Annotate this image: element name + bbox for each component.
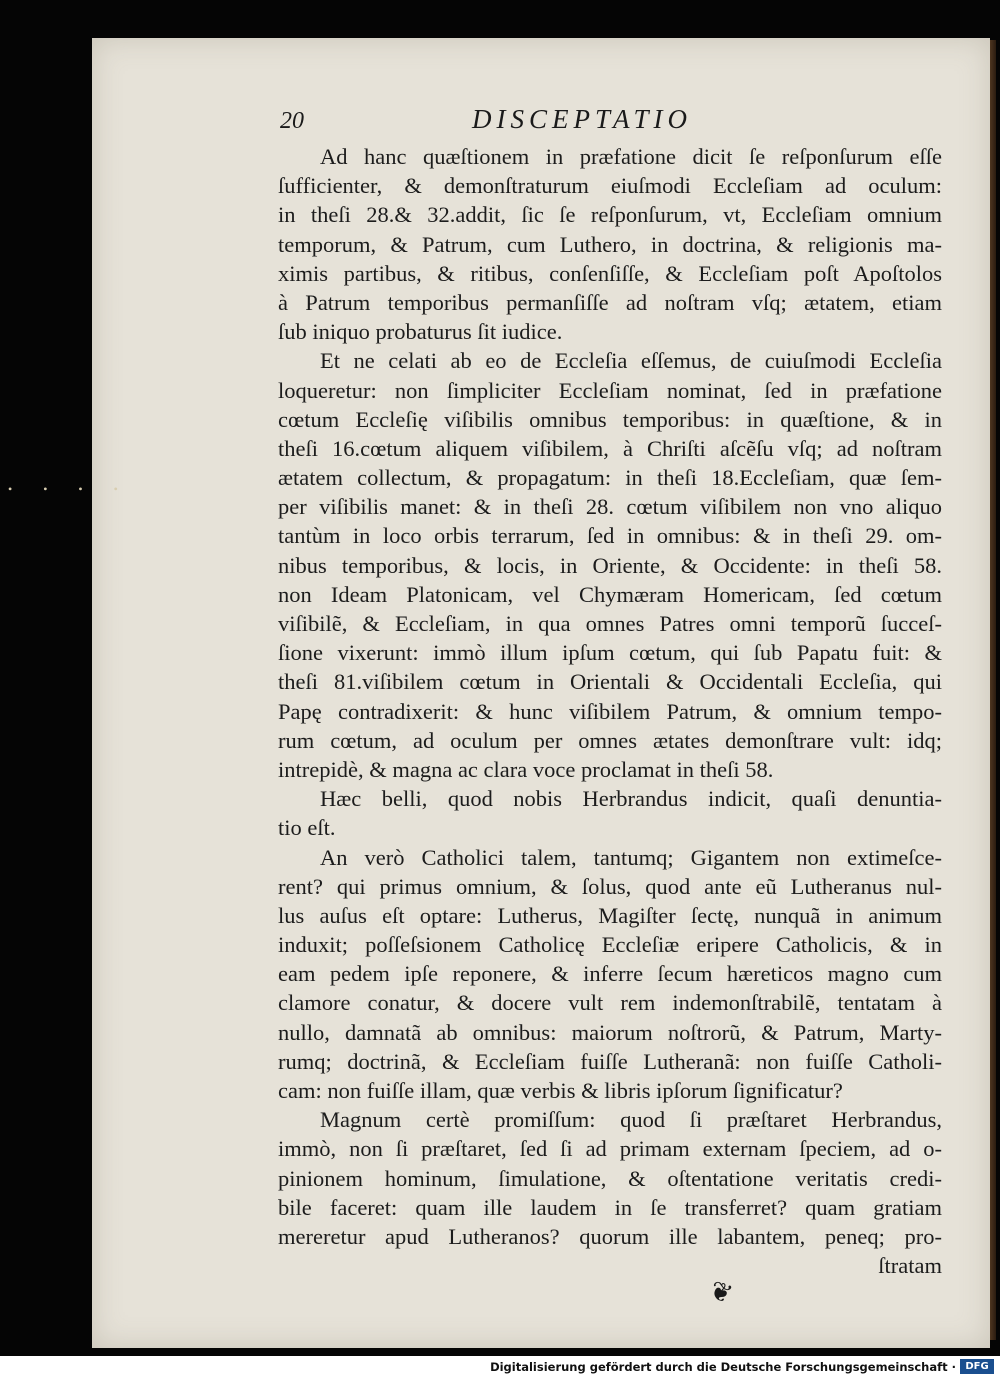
text-line: tantùm in loco orbis terrarum, ſed in omnibus: & in theſi 29. om-	[278, 523, 942, 549]
funding-credit: Digitalisierung gefördert durch die Deutsche Forschungsgemeinschaft ·	[490, 1360, 956, 1374]
text-line: bile faceret: quam ille laudem in ſe transferret? quam gratiam	[278, 1194, 942, 1220]
text-line: rum cœtum, ad oculum per omnes ætates demonſtrare vult: idq;	[278, 727, 942, 753]
text-line: immò, non ſi præſtaret, ſed ſi ad primam externam ſpeciem, ad o-	[278, 1136, 942, 1162]
page-number: 20	[280, 108, 304, 134]
text-line: theſi 81.viſibilem cœtum in Orientali & Occidentali Eccleſia, qui	[278, 669, 942, 695]
text-line: theſi 16.cœtum aliquem viſibilem, à Chriſti aſcẽſu vſq; ad noſtram	[278, 435, 942, 461]
page-header	[280, 104, 940, 138]
text-line: Ad hanc quæſtionem in præfatione dicit ſe reſponſurum eſſe	[320, 144, 942, 169]
footer-bar	[0, 1356, 1000, 1378]
text-line: rent? qui primus omnium, & ſolus, quod ante eũ Lutheranus nul-	[278, 873, 942, 899]
text-line: pinionem hominum, ſimulatione, & oſtentatione veritatis credi-	[278, 1165, 942, 1191]
text-line: nibus temporibus, & locis, in Oriente, & Occidente: in theſi 58.	[278, 552, 942, 578]
text-line: ſione vixerunt: immò illum ipſum cœtum, qui ſub Papatu fuit: &	[278, 640, 942, 666]
text-line: cam: non fuiſſe illam, quæ verbis & libris ipſorum ſignificatur?	[278, 1078, 843, 1103]
text-line: viſibilẽ, & Eccleſiam, in qua omnes Patres omni temporũ ſucceſ-	[278, 611, 942, 636]
text-line: tio eſt.	[278, 815, 336, 841]
text-line: lus auſus eſt optare: Lutherus, Magiſter ſectę, nunquã in animum	[278, 902, 942, 928]
text-line: Magnum certè promiſſum: quod ſi præſtaret Herbrandus,	[320, 1107, 942, 1133]
text-line: non Ideam Platonicam, vel Chymæram Homericam, ſed cœtum	[278, 581, 942, 607]
text-line: ſufficienter, & demonſtraturum eiuſmodi Eccleſiam ad oculum:	[278, 173, 942, 199]
text-line: An verò Catholici talem, tantumq; Gigantem non extimeſce-	[320, 844, 942, 870]
dfg-logo-icon: DFG	[960, 1359, 994, 1374]
text-line: Et ne celati ab eo de Eccleſia eſſemus, de cuiuſmodi Eccleſia	[320, 348, 942, 374]
body-text	[278, 142, 942, 1280]
text-line: intrepidè, & magna ac clara voce proclamat in theſi 58.	[278, 756, 774, 782]
ink-mark-icon: ❦	[705, 1275, 737, 1310]
text-line: rumq; doctrinã, & Eccleſiam fuiſſe Lutheranã: non fuiſſe Catholi-	[278, 1048, 942, 1074]
text-line: nullo, damnatã ab omnibus: maiorum noſtrorũ, & Patrum, Marty-	[278, 1019, 942, 1045]
catchword: ſtratam	[878, 1253, 942, 1279]
text-line: mereretur apud Lutheranos? quorum ille labantem, peneq; pro-	[278, 1223, 942, 1249]
text-line: ætatem collectum, & propagatum: in theſi 18.Eccleſiam, quæ ſem-	[278, 465, 942, 491]
text-line: Hæc belli, quod nobis Herbrandus indicit, quaſi denuntia-	[320, 786, 942, 812]
text-line: eam pedem ipſe reponere, & inferre ſecum hæreticos magno cum	[278, 961, 942, 987]
text-line: cœtum Eccleſię viſibilis omnibus temporibus: in quæſtione, & in	[278, 406, 942, 432]
text-line: ſub iniquo probaturus ſit iudice.	[278, 319, 563, 345]
text-line: clamore conatur, & docere vult rem indemonſtrabilẽ, tentatam à	[278, 990, 942, 1016]
text-line: induxit; poſſeſsionem Catholicę Eccleſiæ eripere Catholicis, & in	[278, 932, 942, 958]
text-line: temporum, & Patrum, cum Luthero, in doctrina, & religionis ma-	[278, 231, 942, 257]
text-line: ximis partibus, & ritibus, conſenſiſſe, & Eccleſiam poſt Apoſtolos	[278, 260, 942, 286]
text-line: per viſibilis manet: & in theſi 28. cœtum viſibilem non vno aliquo	[278, 494, 942, 520]
text-line: Papę contradixerit: & hunc viſibilem Patrum, & omnium tempo-	[278, 698, 942, 724]
text-line: à Patrum temporibus permanſiſſe ad noſtram vſq; ætatem, etiam	[278, 289, 942, 315]
scan-margin-dots: • • • •	[8, 482, 132, 496]
text-line: in theſi 28.& 32.addit, ſic ſe reſponſurum, vt, Eccleſiam omnium	[278, 202, 942, 228]
text-line: loqueretur: non ſimpliciter Eccleſiam nominat, ſed in præfatione	[278, 377, 942, 403]
running-head: DISCEPTATIO	[472, 104, 692, 134]
